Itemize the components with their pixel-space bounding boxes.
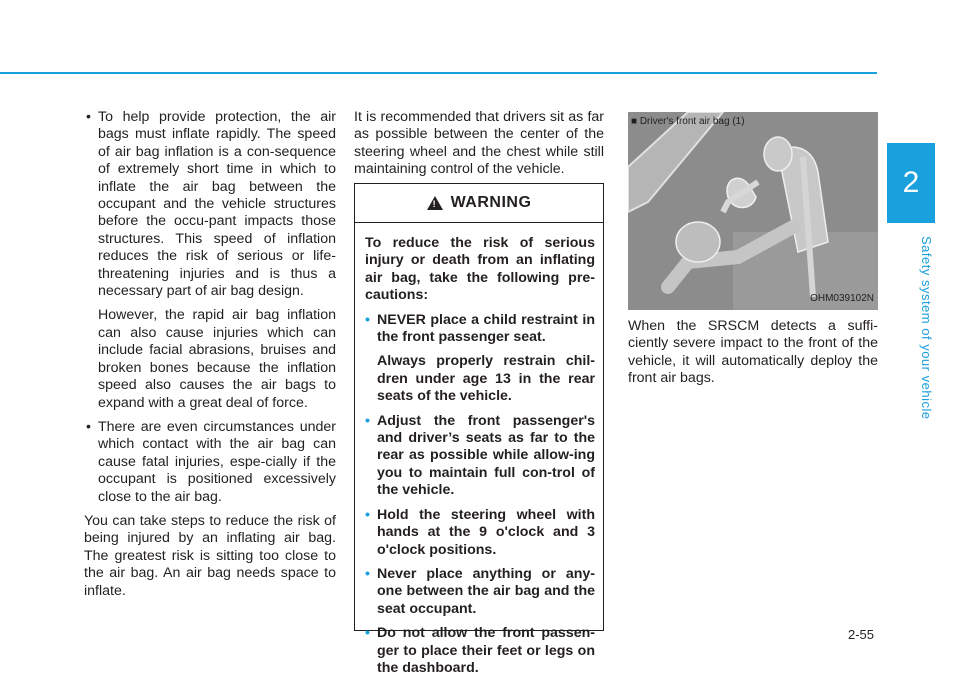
warning-lead: To reduce the risk of serious injury or death from an inflating air bag, take the following pre-cautions: <box>365 235 595 304</box>
bullet-text: To help provide protection, the air bags must inflate rapidly. The speed of air bag inflation is a con-sequence of extremely short time in which to inflate the air bag between the occupant and the vehicle structures before the occu-pant impacts those structures. This speed of inflation reduces the risk of serious or life-threatening injuries and is thus a necessary part of air bag design. <box>98 109 336 300</box>
warning-body <box>355 223 603 677</box>
warning-icon: ! <box>427 196 443 210</box>
bullet-dot: • <box>86 109 91 125</box>
page-number: 2-55 <box>848 627 875 642</box>
bullet-item <box>84 419 336 506</box>
warning-item: • Do not allow the front passen-ger to place their feet or legs on the dashboard. <box>365 625 595 676</box>
warning-item-continuation: Always properly restrain chil-dren under age 13 in the rear seats of the vehicle. <box>377 353 595 405</box>
header-rule <box>0 72 877 74</box>
airbag-illustration <box>628 112 878 310</box>
paragraph: When the SRSCM detects a suffi-ciently severe impact to the front of the vehicle, it will automatically deploy the front air bags. <box>628 318 878 387</box>
chapter-title: Safety system of your vehicle <box>919 236 934 420</box>
driver-airbag-drawing <box>628 112 878 310</box>
bullet-item <box>84 109 336 300</box>
figure-caption: ■ Driver's front air bag (1) <box>631 116 745 127</box>
warning-item: • Adjust the front passenger's and driver’s seats as far to the rear as possible while allow-ing you to maintain full con-trol of the vehicle. <box>365 412 595 499</box>
column-left <box>84 109 336 607</box>
warning-item: • Hold the steering wheel with hands at the 9 o'clock and 3 o'clock positions. <box>365 506 595 558</box>
warning-header <box>355 184 603 223</box>
bullet-text: There are even circumstances under which contact with the air bag can cause fatal injuries, espe-cially if the occupant is positioned excessively close to the air bag. <box>98 418 336 505</box>
bullet-continuation: However, the rapid air bag inflation can also cause injuries which can include facial abrasions, bruises and broken bones because the inflation speed also causes the air bags to expand with a great deal of force. <box>98 307 336 411</box>
warning-title: WARNING <box>450 194 532 211</box>
figure-code: OHM039102N <box>810 292 874 304</box>
column-right <box>628 112 878 387</box>
paragraph: It is recommended that drivers sit as far as possible between the center of the steering wheel and the chest while still maintaining control of the vehicle. <box>354 109 604 178</box>
warning-box <box>354 183 604 676</box>
paragraph: You can take steps to reduce the risk of being injured by an inflating air bag. The greatest risk is sitting too close to the air bag. An air bag needs space to inflate. <box>84 512 336 599</box>
chapter-number-tab: 2 <box>887 143 935 223</box>
warning-item: • NEVER place a child restraint in the front passenger seat. <box>365 311 595 346</box>
warning-item: • Never place anything or any-one between the air bag and the seat occupant. <box>365 565 595 617</box>
column-middle <box>354 109 604 186</box>
bullet-dot: • <box>86 418 91 435</box>
